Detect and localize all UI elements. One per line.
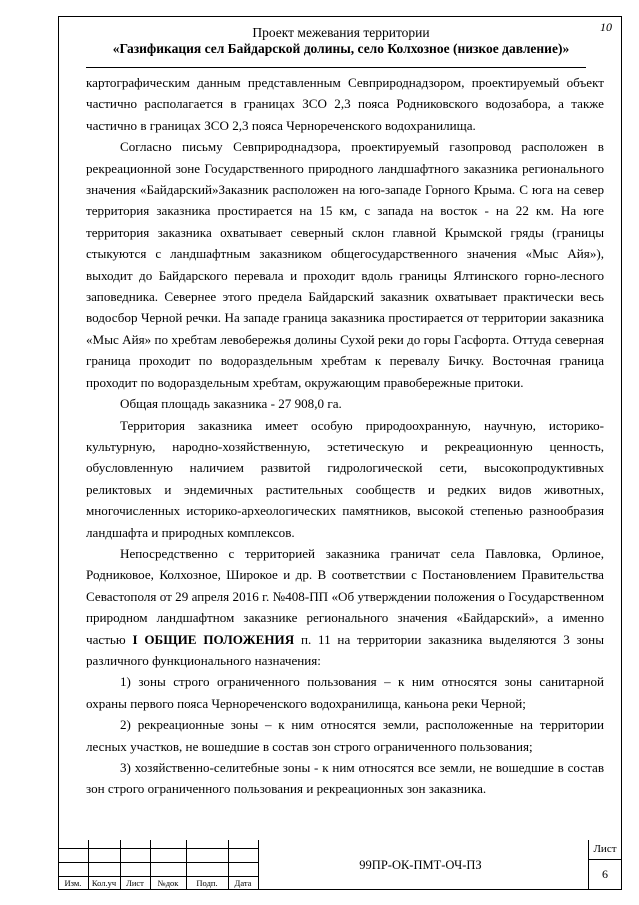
stamp-col-sheet: Лист [126,878,144,888]
document-body [86,72,604,800]
header-divider [86,67,586,68]
text-run: п. 11 на территории заказника выделяются 3 зоны различного функционального назначения: [86,631,604,668]
page-number-top: 10 [600,20,612,34]
text-run: 2) рекреационные зоны – к ним относятся земли, расположенные на территории лесных участков, не вошедшие в состав зон строго ограниченного пользования; [86,717,604,754]
paragraph [86,393,604,414]
text-run: Непосредственно с территорией заказника граничат села Павловка, Орлиное, Родниковое, Колхозное, Широкое и др. В соответствии с Постановлением Правительства Севастополя от 29 апреля 2016 г. №408-ПП «Об утверждении положения о Государственном природном ландшафтном заказнике регионального значения «Байдарский», а именно частью [86,545,604,647]
paragraph [86,72,604,136]
title-block [58,840,622,890]
header-title: Проект межевания территории [252,25,430,40]
paragraph [86,543,604,671]
paragraph [86,136,604,393]
sheet-label: Лист [593,843,617,855]
stamp-col-date: Дата [234,878,252,888]
sheet-number: 6 [602,867,608,881]
text-run: картографическим данным представленным Севприроднадзором, проектируемый объект частично располагается в границах ЗСО 2,3 пояса Родниковского водозабора, а также частично в границах ЗСО 2,3 пояса Чернореченского водохранилища. [86,75,604,133]
paragraph [86,714,604,757]
bold-text: I ОБЩИЕ ПОЛОЖЕНИЯ [132,631,295,647]
stamp-col-signature: Подп. [196,878,218,888]
text-run: 1) зоны строго ограниченного пользования – к ним относятся зоны санитарной охраны первого пояса Чернореченского водохранилища, каньона реки Черной; [86,674,604,711]
text-run: Согласно письму Севприроднадзора, проектируемый газопровод расположен в рекреационной зоне Государственного природного ландшафтного заказника регионального значения «Байдарский»Заказник расположен на юго-западе Горного Крыма. С юга на север территория заказника простирается на 15 км, с запада на восток - на 22 км. На юге территория заказника охватывает северный склон главной Крымской гряды (границы стыкуются с ландшафтным заказником общегосударственного значения «Мыс Айя»), выходит до Байдарского перевала и проходит вдоль границы Ялтинского горно-лесного заповедника. Севернее этого предела Байдарский заказник охватывает практически весь водосбор Черной речки. На западе граница заказника простирается от территории заказника «Мыс Айя» по хребтам левобережья долины Сухой реки до горы Гасфорта. Оттуда северная граница проходит по водораздельным хребтам к перевалу Бичку. Восточная граница проходит по водораздельным хребтам, окружающим правобережные притоки. [86,139,604,390]
header-subtitle: «Газификация сел Байдарской долины, село Колхозное (низкое давление)» [112,41,570,56]
paragraph [86,671,604,714]
stamp-col-doc-number: №док [157,878,179,888]
stamp-col-count: Кол.уч [91,878,117,888]
text-run: 3) хозяйственно-селитебные зоны - к ним относятся все земли, не вошедшие в состав зон строго ограниченного пользования и рекреационных зон заказника. [86,760,604,797]
document-code: 99ПР-ОК-ПМТ-ОЧ-ПЗ [359,858,482,872]
document-header [68,25,614,57]
paragraph [86,757,604,800]
paragraph [86,415,604,543]
text-run: Общая площадь заказника - 27 908,0 га. [120,396,342,412]
text-run: Территория заказника имеет особую природоохранную, научную, историко-культурную, народно-хозяйственную, эстетическую и рекреационную ценность, обусловленную наличием развитой гидрологической сети, высокопродуктивных реликтовых и эндемичных растительных сообществ и редких видов животных, многочисленных историко-археологических памятников, высокой степенью разнообразия ландшафта и природных комплексов. [86,417,604,540]
stamp-col-change: Изм. [64,878,82,888]
